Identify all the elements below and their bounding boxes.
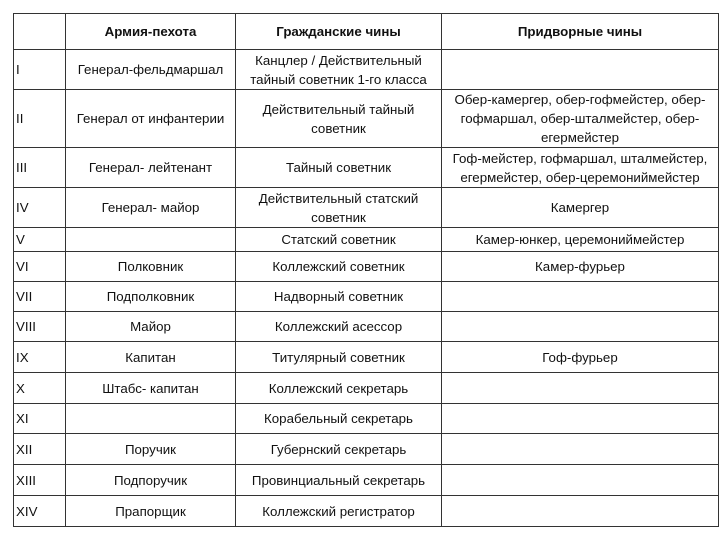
rank-cell: II [14, 90, 66, 148]
rank-cell: XIV [14, 496, 66, 527]
civil-cell: Действительный тайный советник [236, 90, 442, 148]
civil-cell: Коллежский асессор [236, 312, 442, 342]
army-cell: Генерал- лейтенант [66, 148, 236, 188]
civil-cell: Канцлер / Действительный тайный советник 1-го класса [236, 50, 442, 90]
civil-cell: Статский советник [236, 228, 442, 252]
civil-cell: Губернский секретарь [236, 434, 442, 465]
army-cell: Капитан [66, 342, 236, 373]
civil-cell: Тайный советник [236, 148, 442, 188]
court-cell [442, 404, 719, 434]
rank-cell: V [14, 228, 66, 252]
court-cell [442, 282, 719, 312]
civil-cell: Корабельный секретарь [236, 404, 442, 434]
table-row [14, 90, 719, 148]
army-cell: Подполковник [66, 282, 236, 312]
table-row [14, 148, 719, 188]
court-cell [442, 496, 719, 527]
army-cell [66, 228, 236, 252]
army-cell: Штабс- капитан [66, 373, 236, 404]
rank-cell: XI [14, 404, 66, 434]
table-row [14, 373, 719, 404]
table-row [14, 496, 719, 527]
court-cell [442, 465, 719, 496]
court-cell: Камер-фурьер [442, 252, 719, 282]
army-cell: Подпоручик [66, 465, 236, 496]
civil-cell: Коллежский регистратор [236, 496, 442, 527]
rank-cell: VI [14, 252, 66, 282]
table-row [14, 188, 719, 228]
court-cell [442, 312, 719, 342]
army-cell: Поручик [66, 434, 236, 465]
table-row [14, 312, 719, 342]
rank-cell: IX [14, 342, 66, 373]
header-court: Придворные чины [442, 14, 719, 50]
court-cell [442, 373, 719, 404]
table-row [14, 434, 719, 465]
civil-cell: Действительный статский советник [236, 188, 442, 228]
court-cell: Гоф-мейстер, гофмаршал, шталмейстер, егермейстер, обер-церемониймейстер [442, 148, 719, 188]
court-cell: Гоф-фурьер [442, 342, 719, 373]
table-row [14, 50, 719, 90]
header-civil: Гражданские чины [236, 14, 442, 50]
rank-cell: III [14, 148, 66, 188]
army-cell: Прапорщик [66, 496, 236, 527]
court-cell [442, 434, 719, 465]
army-cell: Полковник [66, 252, 236, 282]
army-cell: Майор [66, 312, 236, 342]
rank-cell: X [14, 373, 66, 404]
civil-cell: Коллежский секретарь [236, 373, 442, 404]
civil-cell: Провинциальный секретарь [236, 465, 442, 496]
army-cell: Генерал-фельдмаршал [66, 50, 236, 90]
rank-cell: XII [14, 434, 66, 465]
rank-table [13, 13, 719, 527]
civil-cell: Коллежский советник [236, 252, 442, 282]
court-cell [442, 50, 719, 90]
court-cell: Камергер [442, 188, 719, 228]
rank-cell: VII [14, 282, 66, 312]
table-row [14, 228, 719, 252]
header-row [14, 14, 719, 50]
army-cell: Генерал- майор [66, 188, 236, 228]
rank-cell: IV [14, 188, 66, 228]
civil-cell: Титулярный советник [236, 342, 442, 373]
army-cell: Генерал от инфантерии [66, 90, 236, 148]
table-row [14, 342, 719, 373]
table-row [14, 282, 719, 312]
table-row [14, 252, 719, 282]
court-cell: Обер-камергер, обер-гофмейстер, обер-гофмаршал, обер-шталмейстер, обер-егермейстер [442, 90, 719, 148]
rank-cell: I [14, 50, 66, 90]
table-row [14, 404, 719, 434]
table-row [14, 465, 719, 496]
rank-cell: XIII [14, 465, 66, 496]
header-army: Армия-пехота [66, 14, 236, 50]
rank-cell: VIII [14, 312, 66, 342]
court-cell: Камер-юнкер, церемониймейстер [442, 228, 719, 252]
header-rank [14, 14, 66, 50]
civil-cell: Надворный советник [236, 282, 442, 312]
army-cell [66, 404, 236, 434]
